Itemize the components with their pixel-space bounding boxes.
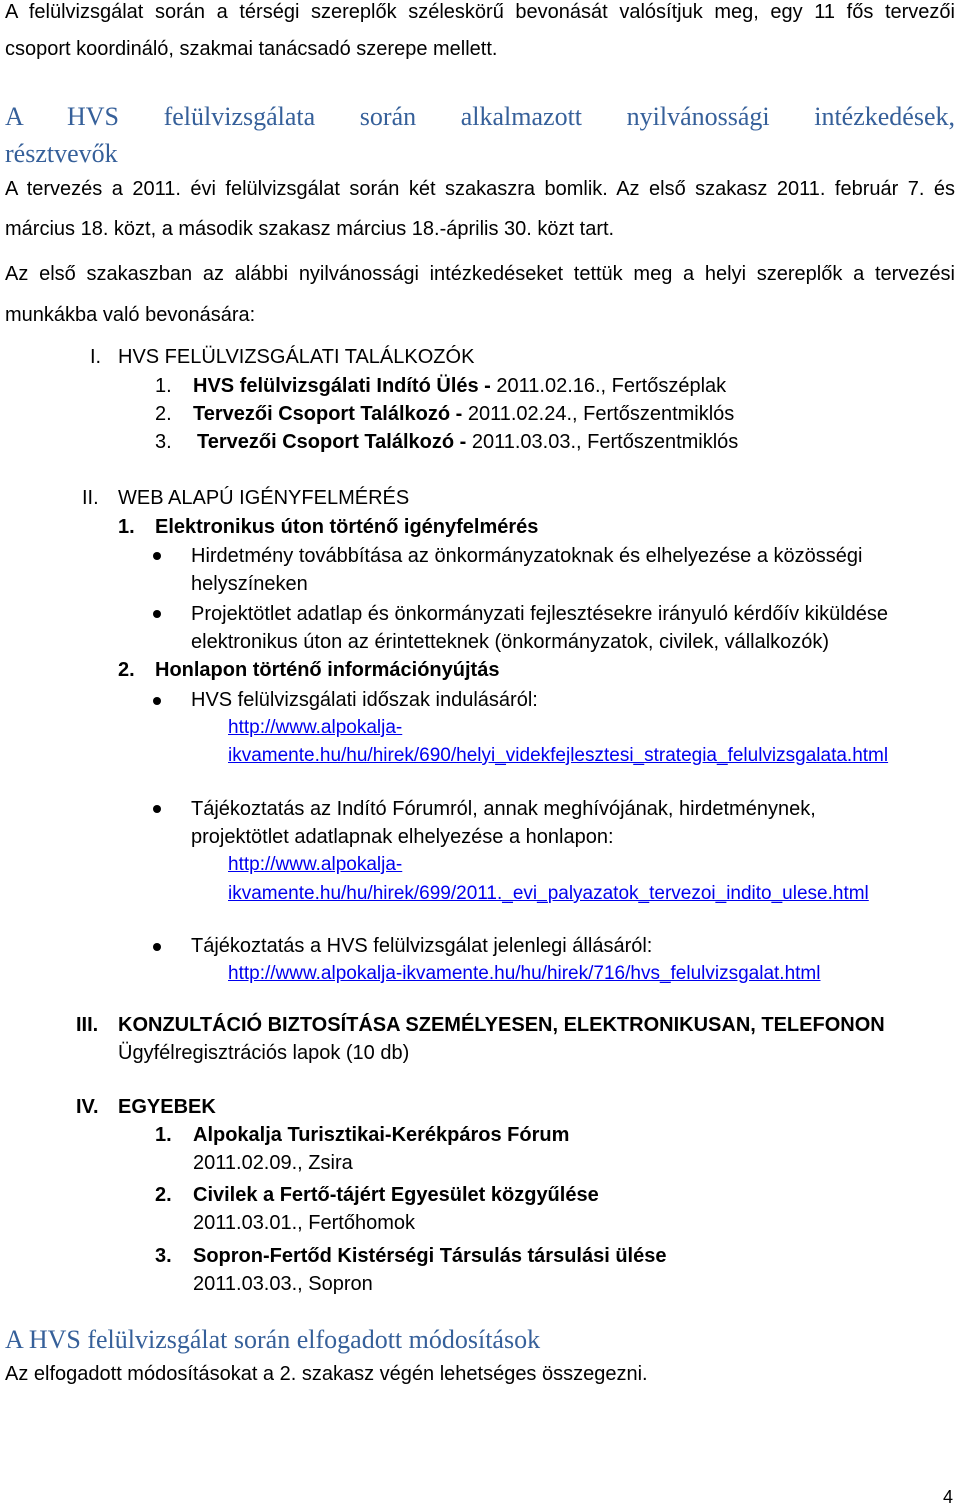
section-2-sub-2-bullet-1-text: HVS felülvizsgálati időszak indulásáról: (191, 689, 538, 711)
section-1-item-3-number: 3. (155, 431, 172, 453)
section-2-title: WEB ALAPÚ IGÉNYFELMÉRÉS (118, 487, 410, 509)
section-2-sub-2-title: Honlapon történő információnyújtás (155, 659, 500, 681)
section-1-item-1-title: HVS felülvizsgálati Indító Ülés - (193, 375, 497, 397)
section-4-item-3-detail: 2011.03.03., Sopron (193, 1273, 373, 1295)
heading-nyilvanossagi-line-1: A HVS felülvizsgálata során alkalmazott nyilvánossági intézkedések, (5, 102, 955, 131)
bullet-icon (153, 943, 161, 951)
section-3-number: III. (76, 1014, 99, 1036)
section-4-item-1-title: Alpokalja Turisztikai-Kerékpáros Fórum (193, 1124, 570, 1146)
section-2-sub-2-bullet-2-line-1: Tájékoztatás az Indító Fórumról, annak meghívójának, hirdetménynek, (191, 798, 816, 820)
section-4-item-1-detail: 2011.02.09., Zsira (193, 1152, 353, 1174)
section-4-item-2-detail: 2011.03.01., Fertőhomok (193, 1212, 415, 1234)
section-2-sub-2-number: 2. (118, 659, 135, 681)
section-1-item-2-number: 2. (155, 403, 172, 425)
section-1-item-2-detail: 2011.02.24., Fertőszentmiklós (467, 403, 735, 425)
section-1-number: I. (90, 346, 102, 368)
section-1-item-3-title: Tervezői Csoport Találkozó - (197, 431, 472, 453)
section-2-sub-2-bullet-2-line-2: projektötlet adatlapnak elhelyezése a honlapon: (191, 826, 614, 848)
section-2-sub-2-bullet-3-text: Tájékoztatás a HVS felülvizsgálat jelenlegi állásáról: (191, 935, 653, 957)
section-4-item-3-number: 3. (155, 1245, 172, 1267)
section-1-item-1-detail: 2011.02.16., Fertőszéplak (496, 375, 727, 397)
section-2-sub-1-bullet-2-line-2: elektronikus úton az érintetteknek (önkormányzatok, civilek, vállalkozók) (191, 631, 830, 653)
bullet-icon (153, 552, 161, 560)
section-1-item-2 (193, 404, 734, 424)
section-4-item-3-title: Sopron-Fertőd Kistérségi Társulás társulási ülése (193, 1245, 667, 1267)
heading-nyilvanossagi-line-2: résztvevők (5, 139, 118, 168)
section-4-item-2-title: Civilek a Fertő-tájért Egyesület közgyűlése (193, 1184, 599, 1206)
link-helyi-strategia-part-1[interactable]: http://www.alpokalja- (228, 717, 403, 738)
page-number: 4 (942, 1487, 953, 1507)
section-1-item-3-detail: 2011.03.03., Fertőszentmiklós (471, 431, 739, 453)
section-4-title: EGYEBEK (118, 1096, 216, 1118)
heading-modositasok: A HVS felülvizsgálat során elfogadott módosítások (5, 1325, 541, 1354)
section-2-sub-1-title: Elektronikus úton történő igényfelmérés (155, 516, 539, 538)
para-szakaszok-line-1: A tervezés a 2011. évi felülvizsgálat során két szakaszra bomlik. Az első szakasz 2011. február 7. és (5, 178, 955, 200)
section-2-sub-1-bullet-2-line-1: Projektötlet adatlap és önkormányzati fejlesztésekre irányuló kérdőív kiküldése (191, 603, 889, 625)
para-szakaszok-line-2: március 18. közt, a második szakasz március 18.-április 30. közt tart. (5, 218, 615, 240)
intro-line-2: csoport koordináló, szakmai tanácsadó szerepe mellett. (5, 38, 498, 60)
section-2-sub-1-bullet-1-line-1: Hirdetmény továbbítása az önkormányzatoknak és elhelyezése a közösségi (191, 545, 863, 567)
section-1-item-1-number: 1. (155, 375, 172, 397)
section-2-sub-1-bullet-1-line-2: helyszíneken (191, 573, 308, 595)
bullet-icon (153, 697, 161, 705)
bullet-icon (153, 805, 161, 813)
section-2-sub-1-number: 1. (118, 516, 135, 538)
section-1-item-2-title: Tervezői Csoport Találkozó - (193, 403, 468, 425)
link-hvs-felulvizsgalat[interactable]: http://www.alpokalja-ikvamente.hu/hu/hirek/716/hvs_felulvizsgalat.html (228, 963, 821, 984)
section-1-title: HVS FELÜLVIZSGÁLATI TALÁLKOZÓK (118, 346, 475, 368)
link-indito-ules-part-1[interactable]: http://www.alpokalja- (228, 854, 403, 875)
bullet-icon (153, 610, 161, 618)
para-intezkedesek-line-1: Az első szakaszban az alábbi nyilvánossági intézkedéseket tettük meg a helyi szereplők a tervezési (5, 263, 955, 285)
para-intezkedesek-line-2: munkákba való bevonására: (5, 304, 256, 326)
section-2-number: II. (82, 487, 99, 509)
intro-line-1: A felülvizsgálat során a térségi szereplők széleskörű bevonását valósítjuk meg, egy 11 fős tervezői (5, 1, 955, 23)
section-3-title: KONZULTÁCIÓ BIZTOSÍTÁSA SZEMÉLYESEN, ELEKTRONIKUSAN, TELEFONON (118, 1014, 885, 1036)
section-1-item-3 (197, 432, 738, 452)
section-3-text: Ügyfélregisztrációs lapok (10 db) (118, 1042, 410, 1064)
section-4-item-2-number: 2. (155, 1184, 172, 1206)
link-helyi-strategia-part-2[interactable]: ikvamente.hu/hu/hirek/690/helyi_videkfejlesztesi_strategia_felulvizsgalata.html (228, 745, 889, 766)
para-modositasok: Az elfogadott módosításokat a 2. szakasz végén lehetséges összegezni. (5, 1363, 648, 1385)
section-4-item-1-number: 1. (155, 1124, 172, 1146)
section-1-item-1 (193, 376, 726, 396)
link-indito-ules-part-2[interactable]: ikvamente.hu/hu/hirek/699/2011._evi_palyazatok_tervezoi_indito_ulese.html (228, 883, 869, 904)
section-4-number: IV. (76, 1096, 99, 1118)
